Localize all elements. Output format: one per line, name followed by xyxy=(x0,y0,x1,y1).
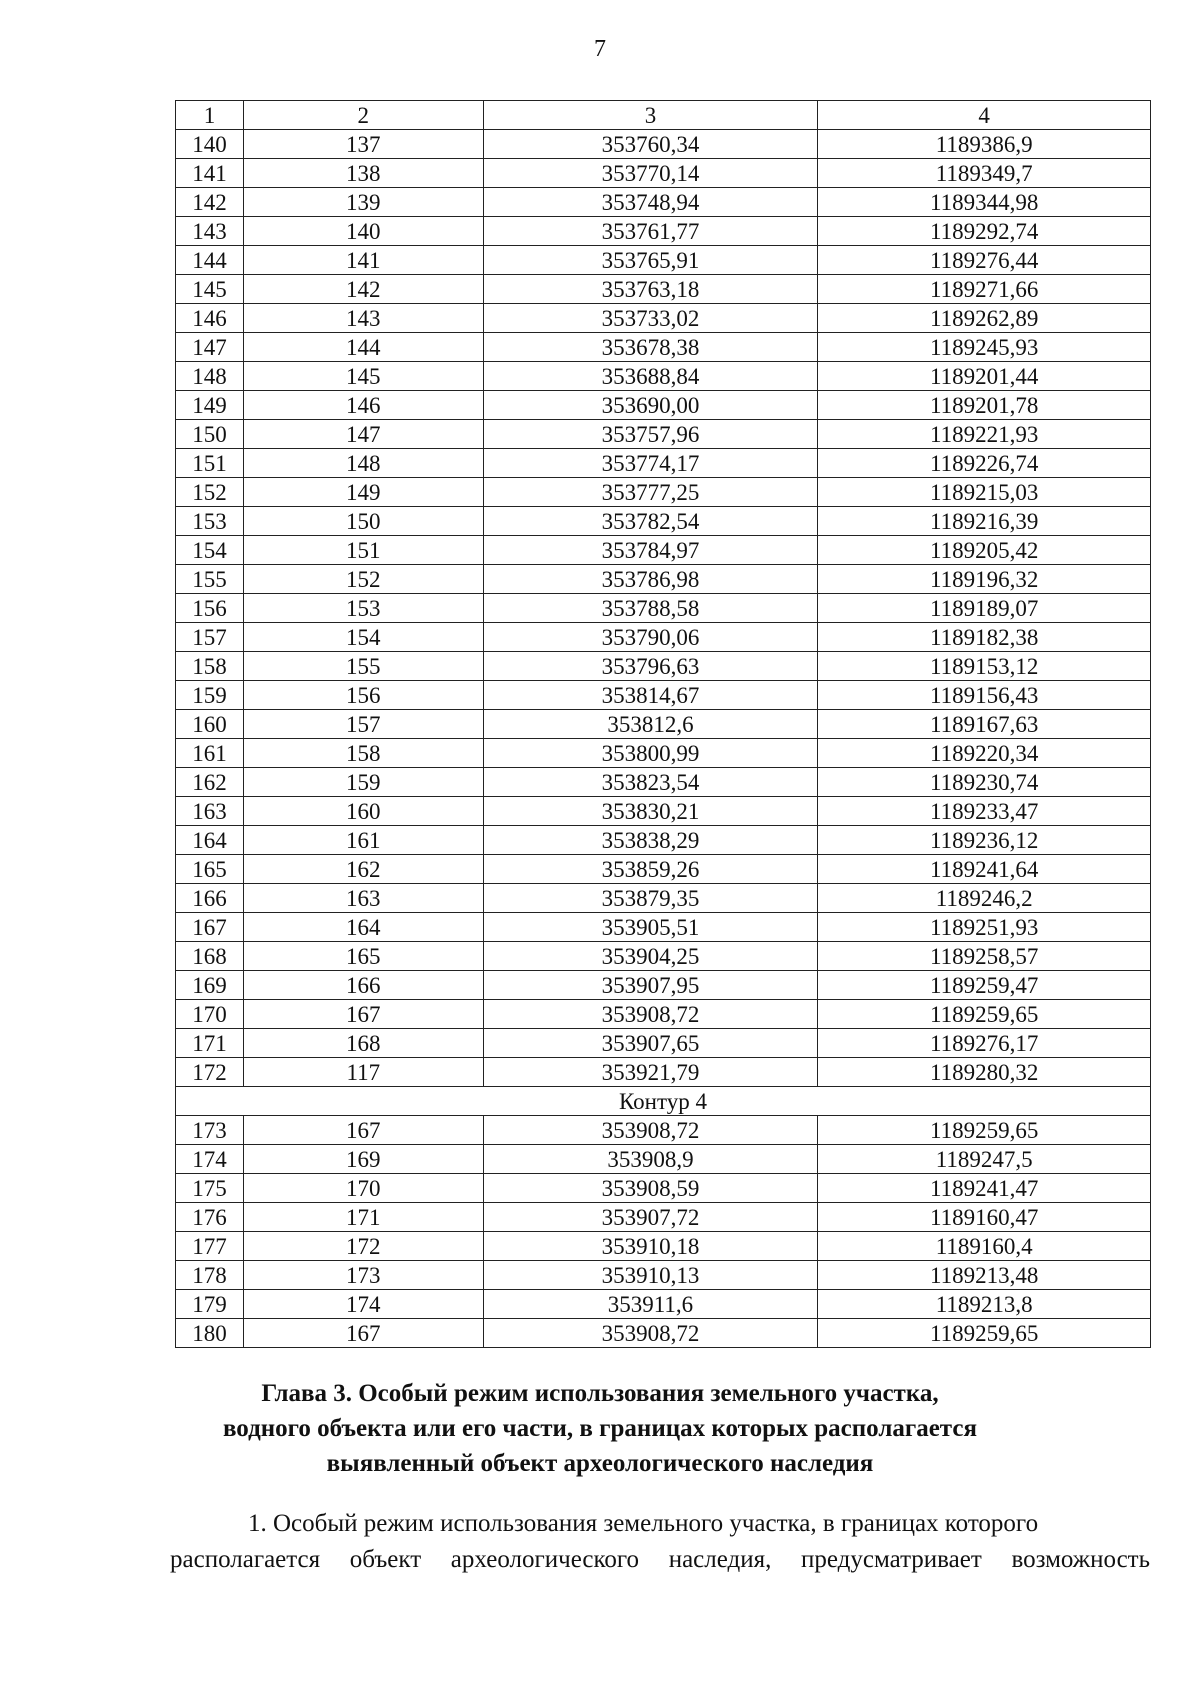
table-cell-col-1: 179 xyxy=(176,1290,244,1319)
table-cell-col-1: 143 xyxy=(176,217,244,246)
table-row xyxy=(176,130,1151,159)
table-cell-col-4: 1189230,74 xyxy=(818,768,1151,797)
table-cell-col-3: 353765,91 xyxy=(483,246,818,275)
table-cell-col-3: 353796,63 xyxy=(483,652,818,681)
table-cell-col-2: 166 xyxy=(243,971,483,1000)
table-row xyxy=(176,1232,1151,1261)
table-cell-col-4: 1189201,78 xyxy=(818,391,1151,420)
table-cell-col-2: 163 xyxy=(243,884,483,913)
table-cell-col-4: 1189241,64 xyxy=(818,855,1151,884)
table-cell-col-2: 147 xyxy=(243,420,483,449)
table-cell-col-4: 1189216,39 xyxy=(818,507,1151,536)
table-row xyxy=(176,159,1151,188)
table-cell-col-4: 1189280,32 xyxy=(818,1058,1151,1087)
table-cell-col-2: 146 xyxy=(243,391,483,420)
table-cell-col-4: 1189276,44 xyxy=(818,246,1151,275)
table-cell-col-4: 1189259,65 xyxy=(818,1000,1151,1029)
table-cell-col-3: 353782,54 xyxy=(483,507,818,536)
table-cell-col-1: 175 xyxy=(176,1174,244,1203)
table-cell-col-4: 1189189,07 xyxy=(818,594,1151,623)
table-cell-col-1: 160 xyxy=(176,710,244,739)
table-cell-col-2: 165 xyxy=(243,942,483,971)
table-cell-col-3: 353908,9 xyxy=(483,1145,818,1174)
table-cell-col-4: 1189205,42 xyxy=(818,536,1151,565)
table-cell-col-4: 1189213,8 xyxy=(818,1290,1151,1319)
table-cell-col-1: 180 xyxy=(176,1319,244,1348)
table-cell-col-2: 172 xyxy=(243,1232,483,1261)
table-header-row xyxy=(176,101,1151,130)
table-cell-col-4: 1189276,17 xyxy=(818,1029,1151,1058)
table-cell-col-1: 162 xyxy=(176,768,244,797)
table-row xyxy=(176,942,1151,971)
table-row xyxy=(176,565,1151,594)
table-cell-col-2: 139 xyxy=(243,188,483,217)
table-cell-col-2: 152 xyxy=(243,565,483,594)
table-cell-col-1: 157 xyxy=(176,623,244,652)
table-row xyxy=(176,971,1151,1000)
column-header-2: 2 xyxy=(243,101,483,130)
table-cell-col-3: 353907,95 xyxy=(483,971,818,1000)
table-cell-col-4: 1189167,63 xyxy=(818,710,1151,739)
table-cell-col-2: 149 xyxy=(243,478,483,507)
table-cell-col-1: 148 xyxy=(176,362,244,391)
table-cell-col-2: 167 xyxy=(243,1319,483,1348)
coordinates-table xyxy=(175,100,1151,1348)
paragraph-line: 1. Особый режим использования земельного участка, в границах которого xyxy=(248,1510,1039,1537)
table-cell-col-3: 353760,34 xyxy=(483,130,818,159)
table-cell-col-1: 146 xyxy=(176,304,244,333)
table-cell-col-1: 155 xyxy=(176,565,244,594)
table-row xyxy=(176,333,1151,362)
table-row xyxy=(176,826,1151,855)
table-cell-col-2: 167 xyxy=(243,1116,483,1145)
table-cell-col-1: 152 xyxy=(176,478,244,507)
table-cell-col-4: 1189349,7 xyxy=(818,159,1151,188)
table-cell-col-2: 173 xyxy=(243,1261,483,1290)
table-cell-col-2: 171 xyxy=(243,1203,483,1232)
table-row xyxy=(176,1116,1151,1145)
table-cell-col-4: 1189220,34 xyxy=(818,739,1151,768)
section-label: Контур 4 xyxy=(176,1087,1151,1116)
table-cell-col-2: 138 xyxy=(243,159,483,188)
table-cell-col-3: 353788,58 xyxy=(483,594,818,623)
table-cell-col-1: 158 xyxy=(176,652,244,681)
table-cell-col-3: 353879,35 xyxy=(483,884,818,913)
table-row xyxy=(176,1000,1151,1029)
table-cell-col-4: 1189196,32 xyxy=(818,565,1151,594)
table-cell-col-1: 167 xyxy=(176,913,244,942)
column-header-4: 4 xyxy=(818,101,1151,130)
table-cell-col-4: 1189221,93 xyxy=(818,420,1151,449)
table-cell-col-2: 154 xyxy=(243,623,483,652)
table-row xyxy=(176,362,1151,391)
table-cell-col-1: 140 xyxy=(176,130,244,159)
table-cell-col-4: 1189213,48 xyxy=(818,1261,1151,1290)
table-cell-col-2: 164 xyxy=(243,913,483,942)
table-row xyxy=(176,797,1151,826)
table-row xyxy=(176,304,1151,333)
table-cell-col-1: 168 xyxy=(176,942,244,971)
table-row xyxy=(176,188,1151,217)
table-cell-col-3: 353688,84 xyxy=(483,362,818,391)
table-row xyxy=(176,768,1151,797)
table-cell-col-3: 353910,13 xyxy=(483,1261,818,1290)
table-cell-col-1: 169 xyxy=(176,971,244,1000)
table-cell-col-2: 157 xyxy=(243,710,483,739)
table-row xyxy=(176,1290,1151,1319)
table-cell-col-4: 1189259,65 xyxy=(818,1116,1151,1145)
table-cell-col-4: 1189236,12 xyxy=(818,826,1151,855)
table-cell-col-2: 150 xyxy=(243,507,483,536)
table-cell-col-2: 158 xyxy=(243,739,483,768)
table-cell-col-1: 161 xyxy=(176,739,244,768)
column-header-1: 1 xyxy=(176,101,244,130)
table-cell-col-2: 169 xyxy=(243,1145,483,1174)
table-cell-col-1: 173 xyxy=(176,1116,244,1145)
table-cell-col-3: 353907,72 xyxy=(483,1203,818,1232)
table-cell-col-1: 150 xyxy=(176,420,244,449)
table-row xyxy=(176,681,1151,710)
table-cell-col-4: 1189259,47 xyxy=(818,971,1151,1000)
table-cell-col-3: 353823,54 xyxy=(483,768,818,797)
chapter-paragraph xyxy=(170,1506,1150,1578)
table-cell-col-1: 165 xyxy=(176,855,244,884)
table-cell-col-4: 1189386,9 xyxy=(818,130,1151,159)
table-cell-col-4: 1189201,44 xyxy=(818,362,1151,391)
table-cell-col-1: 147 xyxy=(176,333,244,362)
table-cell-col-1: 171 xyxy=(176,1029,244,1058)
table-row xyxy=(176,420,1151,449)
table-cell-col-4: 1189271,66 xyxy=(818,275,1151,304)
table-cell-col-2: 174 xyxy=(243,1290,483,1319)
table-row xyxy=(176,1029,1151,1058)
table-cell-col-4: 1189262,89 xyxy=(818,304,1151,333)
table-cell-col-2: 160 xyxy=(243,797,483,826)
table-cell-col-3: 353812,6 xyxy=(483,710,818,739)
table-cell-col-3: 353921,79 xyxy=(483,1058,818,1087)
table-row xyxy=(176,913,1151,942)
table-cell-col-2: 161 xyxy=(243,826,483,855)
table-cell-col-3: 353907,65 xyxy=(483,1029,818,1058)
table-row xyxy=(176,1058,1151,1087)
table-cell-col-3: 353757,96 xyxy=(483,420,818,449)
table-cell-col-4: 1189160,47 xyxy=(818,1203,1151,1232)
table-row xyxy=(176,507,1151,536)
table-cell-col-1: 156 xyxy=(176,594,244,623)
table-cell-col-3: 353830,21 xyxy=(483,797,818,826)
table-cell-col-1: 174 xyxy=(176,1145,244,1174)
table-cell-col-4: 1189292,74 xyxy=(818,217,1151,246)
table-cell-col-3: 353859,26 xyxy=(483,855,818,884)
table-cell-col-4: 1189247,5 xyxy=(818,1145,1151,1174)
table-cell-col-4: 1189160,4 xyxy=(818,1232,1151,1261)
chapter-heading-line: водного объекта или его части, в границах которых располагается xyxy=(222,1415,978,1442)
table-cell-col-3: 353908,59 xyxy=(483,1174,818,1203)
table-cell-col-1: 159 xyxy=(176,681,244,710)
table-cell-col-1: 172 xyxy=(176,1058,244,1087)
table-row xyxy=(176,1145,1151,1174)
chapter-heading-line: Глава 3. Особый режим использования земельного участка, xyxy=(261,1380,939,1407)
table-cell-col-4: 1189233,47 xyxy=(818,797,1151,826)
table-cell-col-3: 353904,25 xyxy=(483,942,818,971)
table-cell-col-4: 1189156,43 xyxy=(818,681,1151,710)
table-section xyxy=(176,1087,1151,1116)
table-body-before-section xyxy=(176,130,1151,1087)
page-number: 7 xyxy=(594,36,606,62)
table-cell-col-3: 353905,51 xyxy=(483,913,818,942)
section-row xyxy=(176,1087,1151,1116)
table-cell-col-1: 164 xyxy=(176,826,244,855)
table-cell-col-3: 353763,18 xyxy=(483,275,818,304)
table-cell-col-3: 353790,06 xyxy=(483,623,818,652)
table-cell-col-1: 176 xyxy=(176,1203,244,1232)
table-cell-col-4: 1189226,74 xyxy=(818,449,1151,478)
table-cell-col-3: 353908,72 xyxy=(483,1116,818,1145)
table-cell-col-2: 145 xyxy=(243,362,483,391)
table-cell-col-3: 353774,17 xyxy=(483,449,818,478)
table-cell-col-4: 1189344,98 xyxy=(818,188,1151,217)
table-cell-col-3: 353777,25 xyxy=(483,478,818,507)
table-cell-col-2: 168 xyxy=(243,1029,483,1058)
table-row xyxy=(176,1319,1151,1348)
table-cell-col-1: 163 xyxy=(176,797,244,826)
table-cell-col-1: 145 xyxy=(176,275,244,304)
table-row xyxy=(176,246,1151,275)
table-cell-col-1: 166 xyxy=(176,884,244,913)
column-header-3: 3 xyxy=(483,101,818,130)
table-cell-col-3: 353690,00 xyxy=(483,391,818,420)
table-cell-col-4: 1189182,38 xyxy=(818,623,1151,652)
table-cell-col-2: 137 xyxy=(243,130,483,159)
table-cell-col-4: 1189245,93 xyxy=(818,333,1151,362)
table-cell-col-3: 353786,98 xyxy=(483,565,818,594)
table-cell-col-2: 167 xyxy=(243,1000,483,1029)
table-cell-col-3: 353908,72 xyxy=(483,1319,818,1348)
table-cell-col-1: 142 xyxy=(176,188,244,217)
table-cell-col-1: 144 xyxy=(176,246,244,275)
table-cell-col-4: 1189153,12 xyxy=(818,652,1151,681)
table-row xyxy=(176,1174,1151,1203)
paragraph-line: располагается объект археологического наследия, предусматривает возможность xyxy=(170,1546,1150,1573)
table-row xyxy=(176,710,1151,739)
table-cell-col-4: 1189259,65 xyxy=(818,1319,1151,1348)
table-cell-col-1: 141 xyxy=(176,159,244,188)
table-cell-col-4: 1189246,2 xyxy=(818,884,1151,913)
chapter-heading xyxy=(0,1376,1200,1481)
table-cell-col-3: 353678,38 xyxy=(483,333,818,362)
chapter-heading-line: выявленный объект археологического наследия xyxy=(326,1450,874,1477)
table-row xyxy=(176,739,1151,768)
table-cell-col-3: 353800,99 xyxy=(483,739,818,768)
table-cell-col-2: 159 xyxy=(243,768,483,797)
table-row xyxy=(176,855,1151,884)
table-cell-col-2: 162 xyxy=(243,855,483,884)
table-cell-col-2: 148 xyxy=(243,449,483,478)
table-cell-col-4: 1189251,93 xyxy=(818,913,1151,942)
table-row xyxy=(176,536,1151,565)
table-row xyxy=(176,884,1151,913)
table-cell-col-2: 144 xyxy=(243,333,483,362)
table-row xyxy=(176,623,1151,652)
table-cell-col-1: 149 xyxy=(176,391,244,420)
table-row xyxy=(176,652,1151,681)
table-cell-col-4: 1189215,03 xyxy=(818,478,1151,507)
table-cell-col-3: 353814,67 xyxy=(483,681,818,710)
table-row xyxy=(176,275,1151,304)
table-body-after-section xyxy=(176,1116,1151,1348)
table-cell-col-2: 140 xyxy=(243,217,483,246)
table-cell-col-4: 1189241,47 xyxy=(818,1174,1151,1203)
table-cell-col-1: 151 xyxy=(176,449,244,478)
table-cell-col-3: 353911,6 xyxy=(483,1290,818,1319)
table-row xyxy=(176,478,1151,507)
table-cell-col-2: 153 xyxy=(243,594,483,623)
table-cell-col-3: 353761,77 xyxy=(483,217,818,246)
table-cell-col-3: 353908,72 xyxy=(483,1000,818,1029)
table-cell-col-2: 156 xyxy=(243,681,483,710)
table-cell-col-4: 1189258,57 xyxy=(818,942,1151,971)
table-row xyxy=(176,391,1151,420)
table-cell-col-3: 353748,94 xyxy=(483,188,818,217)
table-cell-col-2: 170 xyxy=(243,1174,483,1203)
table-row xyxy=(176,1261,1151,1290)
table-cell-col-3: 353784,97 xyxy=(483,536,818,565)
table-cell-col-2: 142 xyxy=(243,275,483,304)
table-cell-col-2: 151 xyxy=(243,536,483,565)
table-row xyxy=(176,217,1151,246)
table-cell-col-1: 170 xyxy=(176,1000,244,1029)
table-cell-col-3: 353770,14 xyxy=(483,159,818,188)
table-cell-col-3: 353733,02 xyxy=(483,304,818,333)
table-row xyxy=(176,594,1151,623)
table-cell-col-1: 177 xyxy=(176,1232,244,1261)
table-row xyxy=(176,449,1151,478)
table-row xyxy=(176,1203,1151,1232)
table-cell-col-3: 353838,29 xyxy=(483,826,818,855)
table-cell-col-1: 153 xyxy=(176,507,244,536)
table-cell-col-2: 143 xyxy=(243,304,483,333)
table-cell-col-3: 353910,18 xyxy=(483,1232,818,1261)
table-cell-col-1: 154 xyxy=(176,536,244,565)
table-cell-col-2: 117 xyxy=(243,1058,483,1087)
table-cell-col-2: 155 xyxy=(243,652,483,681)
table-cell-col-2: 141 xyxy=(243,246,483,275)
table-cell-col-1: 178 xyxy=(176,1261,244,1290)
